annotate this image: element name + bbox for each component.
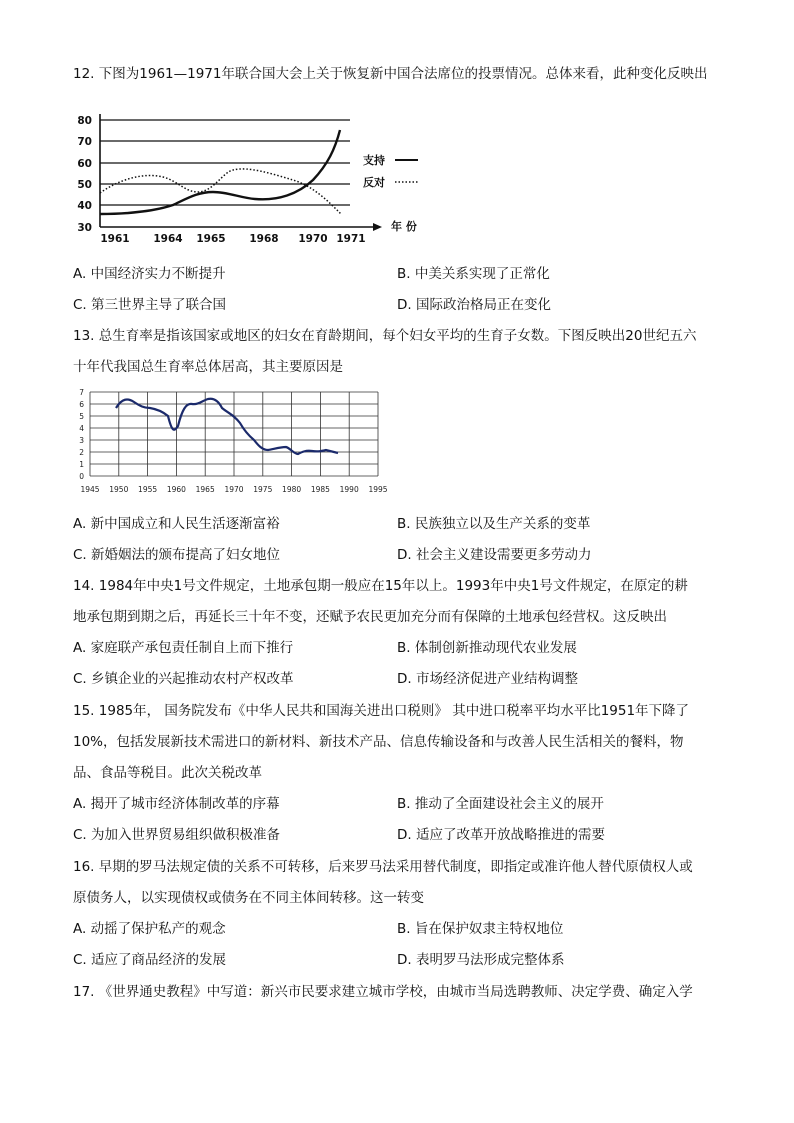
q12-xtick: 1971: [336, 233, 366, 245]
q12-xtick: 1961: [100, 233, 130, 245]
q13-stem-line2: 十年代我国总生育率总体居高，其主要原因是: [73, 359, 343, 375]
q13-fertility-chart: [70, 386, 395, 506]
q12-ytick: 80: [77, 115, 92, 127]
q13-ytick: 6: [79, 400, 84, 409]
q13-fertility-line: [116, 399, 338, 454]
q15-option-a[interactable]: A. 揭开了城市经济体制改革的序幕: [73, 796, 280, 812]
q15-option-b[interactable]: B. 推动了全面建设社会主义的展开: [397, 796, 604, 812]
q12-vote-chart: [73, 106, 423, 246]
q13-option-b[interactable]: B. 民族独立以及生产关系的变革: [397, 516, 591, 532]
q12-ytick: 40: [77, 200, 92, 212]
q12-xtick: 1965: [196, 233, 226, 245]
q13-option-c[interactable]: C. 新婚姻法的颁布提高了妇女地位: [73, 547, 281, 563]
q14-option-d[interactable]: D. 市场经济促进产业结构调整: [397, 671, 578, 687]
q12-legend-support-label: 支持: [363, 154, 385, 167]
q15-stem-line2: 10%，包括发展新技术需进口的新材料、新技术产品、信息传输设备和与改善人民生活相关的餐料，物: [73, 734, 684, 750]
q14-option-a[interactable]: A. 家庭联产承包责任制自上而下推行: [73, 640, 294, 656]
q12-xtick: 1970: [298, 233, 328, 245]
q16-option-b[interactable]: B. 旨在保护奴隶主特权地位: [397, 921, 564, 937]
q13-ytick: 4: [79, 424, 84, 433]
q16-stem-line1: 16. 早期的罗马法规定债的关系不可转移，后来罗马法采用替代制度，即指定或准许他人替代原债权人或: [73, 859, 693, 875]
q15-stem-line3: 品、食品等税目。此次关税改革: [73, 765, 262, 781]
q14-stem-line2: 地承包期到期之后，再延长三十年不变，还赋予农民更加充分而有保障的土地承包经营权。这反映出: [73, 609, 667, 625]
q12-legend-oppose-label: 反对: [363, 176, 385, 189]
q13-option-d[interactable]: D. 社会主义建设需要更多劳动力: [397, 547, 592, 563]
q13-option-a[interactable]: A. 新中国成立和人民生活逐渐富裕: [73, 516, 280, 532]
q16-option-c[interactable]: C. 适应了商品经济的发展: [73, 952, 227, 968]
q14-stem-line1: 14. 1984年中央1号文件规定，土地承包期一般应在15年以上。1993年中央1号文件规定，在原定的耕: [73, 578, 688, 594]
q13-stem-line1: 13. 总生育率是指该国家或地区的妇女在育龄期间，每个妇女平均的生育子女数。下图反映出20世纪五六: [73, 328, 697, 344]
q12-x-axis-label: 年 份: [391, 220, 417, 233]
q17-stem-line1: 17. 《世界通史教程》中写道：新兴市民要求建立城市学校，由城市当局选聘教师、决定学费、确定入学: [73, 984, 693, 1000]
q13-ytick: 7: [79, 388, 84, 397]
q13-xtick: 1975: [253, 485, 273, 494]
q12-ytick: 50: [77, 179, 92, 191]
q15-stem-line1: 15. 1985年， 国务院发布《中华人民共和国海关进出口税则》 其中进口税率平均水平比1951年下降了: [73, 703, 690, 719]
q12-xtick: 1964: [153, 233, 183, 245]
q12-xtick: 1968: [249, 233, 279, 245]
q13-xtick: 1980: [282, 485, 302, 494]
q12-option-b[interactable]: B. 中美关系实现了正常化: [397, 266, 550, 282]
q15-option-c[interactable]: C. 为加入世界贸易组织做积极准备: [73, 827, 281, 843]
q12-ytick: 30: [77, 222, 92, 234]
q13-ytick: 5: [79, 412, 84, 421]
q12-ytick: 60: [77, 158, 92, 170]
q14-option-b[interactable]: B. 体制创新推动现代农业发展: [397, 640, 577, 656]
q13-xtick: 1945: [80, 485, 100, 494]
q12-option-d[interactable]: D. 国际政治格局正在变化: [397, 297, 551, 313]
q13-ytick: 1: [79, 460, 84, 469]
q13-xtick: 1955: [138, 485, 158, 494]
q12-option-c[interactable]: C. 第三世界主导了联合国: [73, 297, 227, 313]
q14-option-c[interactable]: C. 乡镇企业的兴起推动农村产权改革: [73, 671, 294, 687]
q16-option-a[interactable]: A. 动摇了保护私产的观念: [73, 921, 226, 937]
q12-ytick: 70: [77, 136, 92, 148]
q13-xtick: 1950: [109, 485, 129, 494]
q13-xtick: 1960: [166, 485, 186, 494]
q12-option-a[interactable]: A. 中国经济实力不断提升: [73, 266, 226, 282]
q13-ytick: 0: [79, 472, 84, 481]
q15-option-d[interactable]: D. 适应了改革开放战略推进的需要: [397, 827, 605, 843]
q12-stem: 12. 下图为1961—1971年联合国大会上关于恢复新中国合法席位的投票情况。总体来看，此种变化反映出: [73, 66, 708, 82]
q13-xtick: 1965: [195, 485, 215, 494]
q12-support-line: [100, 130, 340, 214]
q12-x-axis-arrow: [373, 223, 382, 231]
q13-xtick: 1995: [368, 485, 388, 494]
q13-ytick: 2: [79, 448, 84, 457]
q13-xtick: 1985: [310, 485, 330, 494]
q13-xtick: 1970: [224, 485, 244, 494]
q13-ytick: 3: [79, 436, 84, 445]
q13-xtick: 1990: [339, 485, 359, 494]
q16-stem-line2: 原债务人，以实现债权或债务在不同主体间转移。这一转变: [73, 890, 424, 906]
q16-option-d[interactable]: D. 表明罗马法形成完整体系: [397, 952, 565, 968]
